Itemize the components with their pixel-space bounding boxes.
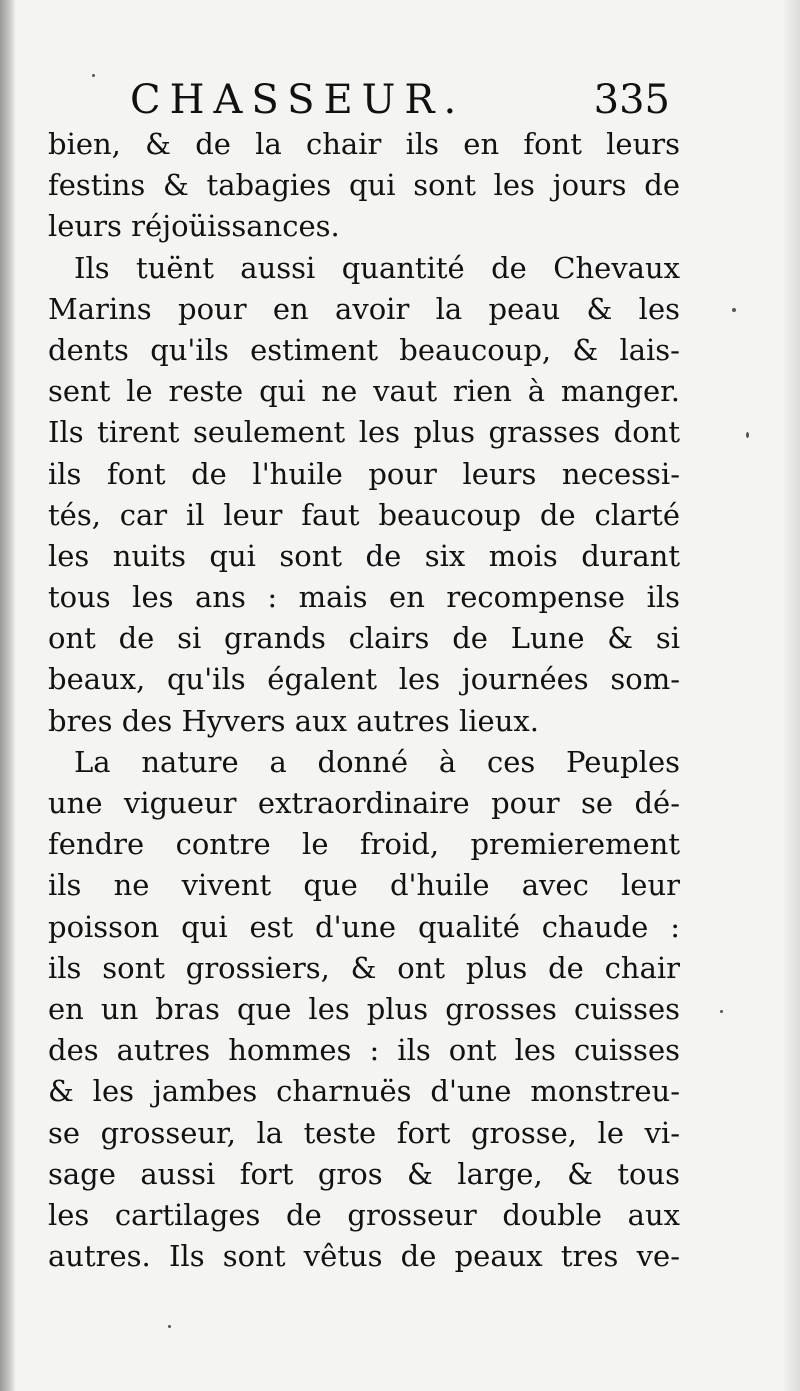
text-line: une vigueur extraordinaire pour se dé-	[48, 786, 680, 820]
text-line: La nature a donné à ces Peuples	[74, 744, 680, 779]
text-line: ils sont grossiers, & ont plus de chair	[48, 950, 680, 985]
text-line: les nuits qui sont de six mois durant	[48, 538, 680, 573]
text-line: poisson qui est d'une qualité chaude :	[48, 909, 680, 944]
text-line: ils ne vivent que d'huile avec leur	[48, 868, 680, 903]
text-line: sage aussi fort gros & large, & tous	[48, 1156, 680, 1191]
page-edge-shadow	[782, 0, 800, 1391]
text-line: beaux, qu'ils égalent les journées som-	[48, 662, 680, 697]
text-line: bien, & de la chair ils en font leurs	[48, 127, 680, 161]
ink-speck	[732, 308, 736, 312]
text-line: fendre contre le froid, premierement	[48, 827, 680, 862]
text-line: festins & tabagies qui sont les jours de	[48, 168, 680, 203]
text-line: Marins pour en avoir la peau & les	[48, 291, 680, 326]
body-text	[48, 124, 680, 1277]
running-head: CHASSEUR.	[130, 77, 466, 123]
text-line: ont de si grands clairs de Lune & si	[48, 621, 680, 656]
text-line: leurs réjoüissances.	[48, 209, 340, 244]
text-line: ils font de l'huile pour leurs necessi-	[48, 456, 680, 491]
text-line: dents qu'ils estiment beaucoup, & lais-	[48, 332, 680, 367]
ink-speck	[746, 432, 749, 438]
text-line: en un bras que les plus grosses cuisses	[48, 991, 680, 1026]
text-line: les cartilages de grosseur double aux	[48, 1197, 680, 1232]
text-line: bres des Hyvers aux autres lieux.	[48, 703, 539, 738]
text-line: autres. Ils sont vêtus de peaux tres ve-	[48, 1239, 680, 1274]
text-line: tés, car il leur faut beaucoup de clarté	[48, 497, 680, 532]
ink-speck	[720, 1010, 723, 1013]
text-line: tous les ans : mais en recompense ils	[48, 580, 680, 615]
text-line: Ils tirent seulement les plus grasses dont	[48, 415, 680, 450]
text-line: & les jambes charnuës d'une monstreu-	[48, 1074, 680, 1109]
page-gutter-edge	[0, 0, 16, 1391]
text-line: des autres hommes : ils ont les cuisses	[48, 1033, 680, 1068]
page-number: 335	[593, 77, 670, 123]
text-line: sent le reste qui ne vaut rien à manger.	[48, 374, 680, 409]
text-line: Ils tuënt aussi quantité de Chevaux	[74, 250, 680, 285]
ink-speck	[168, 1325, 171, 1328]
ink-speck	[92, 74, 95, 77]
page-header	[130, 74, 670, 126]
text-line: se grosseur, la teste fort grosse, le vi-	[48, 1115, 680, 1150]
